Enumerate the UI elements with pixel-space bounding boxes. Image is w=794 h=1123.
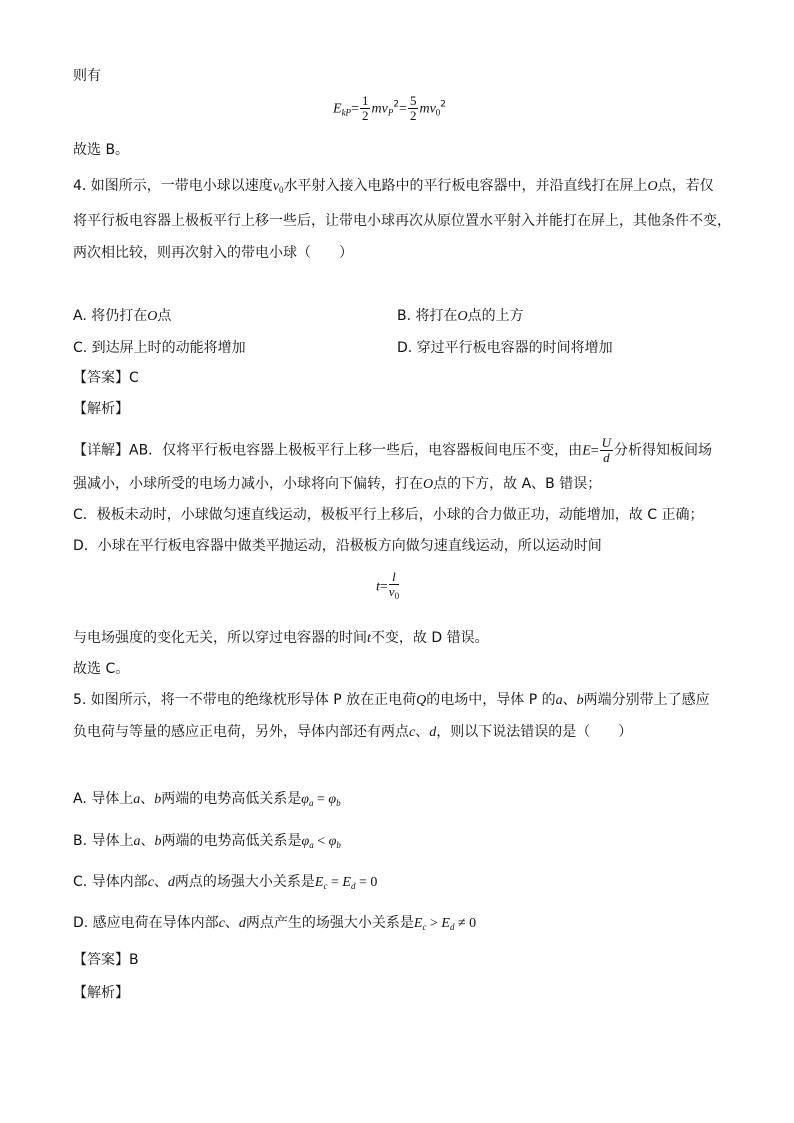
- question-4-line-2: 将平行板电容器上极板平行上移一些后，让带电小球再次从原位置水平射入并能打在屏上，其他条件不变，: [73, 213, 731, 229]
- option-a: A. 导体上a、b两端的电势高低关系是$\varphi_a = \varphi_b$: [73, 791, 341, 808]
- kinetic-energy-equation: $E_{kP}=$ $\frac{1}{2}$ $mv_P^2=$ $\frac{5}{2}$ $mv_0^2$: [333, 93, 447, 123]
- time-equation: t= $\frac{l}{v_0}$: [376, 569, 400, 601]
- option-b: B. 导体上a、b两端的电势高低关系是$\varphi_a < \varphi_b$: [73, 833, 341, 850]
- option-c: C. 到达屏上时的动能将增加: [73, 340, 246, 356]
- question-5-line-2: 负电荷与等量的感应正电荷，另外，导体内部还有两点c、d，则以下说法错误的是（ ）: [73, 724, 633, 740]
- option-c: C. 导体内部c、d两点的场强大小关系是$E_c = E_d = 0$: [73, 874, 378, 891]
- fraction: $\frac{5}{2}$: [409, 93, 417, 123]
- answer-label: 【答案】C: [73, 370, 139, 386]
- detail-line-3: C．极板未动时，小球做匀速直线运动，极板平行上移后，小球的合力做正功，动能增加，故 C 正确；: [73, 507, 704, 523]
- text-line: 则有: [73, 68, 101, 84]
- detail-line-4: D．小球在平行板电容器中做类平抛运动，沿极板方向做匀速直线运动，所以运动时间: [73, 538, 602, 554]
- option-b: B. 将打在O点的上方: [397, 308, 524, 324]
- detail-line-1: 【详解】AB．仅将平行板电容器上极板平行上移一些后，电容器板间电压不变，由E= $\frac{U}{d}$ 分析得知板间场: [73, 435, 713, 465]
- fraction: $\frac{U}{d}$: [601, 435, 612, 465]
- option-a: A. 将仍打在O点: [73, 308, 172, 324]
- text-line: 故选 B。: [73, 142, 130, 158]
- text-line: 故选 C。: [73, 661, 130, 677]
- analysis-label: 【解析】: [73, 401, 129, 417]
- question-4-line-3: 两次相比较，则再次射入的带电小球（ ）: [73, 245, 353, 261]
- option-d: D. 穿过平行板电容器的时间将增加: [397, 340, 613, 356]
- answer-label: 【答案】B: [73, 952, 139, 968]
- option-d: D. 感应电荷在导体内部c、d两点产生的场强大小关系是$E_c > E_d \ne 0$: [73, 915, 477, 932]
- fraction: $\frac{l}{v_0}$: [388, 569, 400, 601]
- detail-line-5: 与电场强度的变化无关，所以穿过电容器的时间t不变，故 D 错误。: [73, 630, 489, 646]
- fraction: $\frac{1}{2}$: [361, 93, 369, 123]
- detail-line-2: 强减小，小球所受的电场力减小，小球将向下偏转，打在O点的下方，故 A、B 错误；: [73, 476, 602, 492]
- question-4-line-1: 4. 如图所示，一带电小球以速度$v_0$水平射入接入电路中的平行板电容器中，并沿直线打在屏上O点，若仅: [73, 178, 714, 195]
- question-5-line-1: 5. 如图所示，将一不带电的绝缘枕形导体 P 放在正电荷Q的电场中，导体 P 的a、b两端分别带上了感应: [73, 692, 710, 708]
- analysis-label: 【解析】: [73, 985, 129, 1001]
